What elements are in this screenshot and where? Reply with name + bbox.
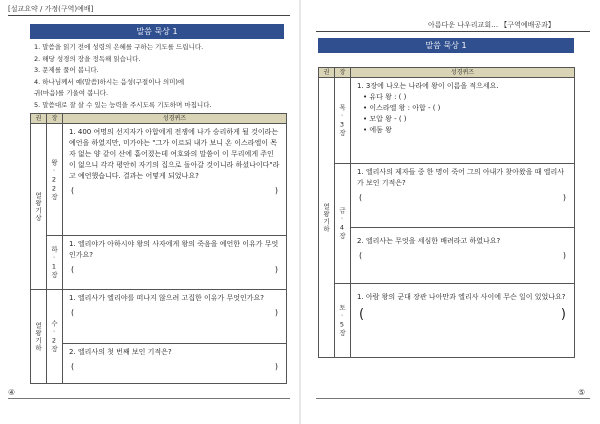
intro-line-2: 2. 해당 성경의 장을 정독해 읽습니다. [34,54,141,63]
intro-line-1: 1. 말씀을 읽기 전에 성령의 은혜를 구하는 기도를 드립니다. [34,43,204,51]
right-page-title: 말씀 묵상 1 [318,38,574,53]
answer-field[interactable]: ( ) [71,362,278,371]
left-quiz-table [30,113,287,384]
question-cell [63,290,287,344]
chapter-cell [47,124,63,236]
col-header-jang: 장 [47,114,63,124]
chapter-cell [47,290,63,384]
intro-line-5: 귀(마음)를 기울여 봅니다. [34,89,109,97]
intro-line-4: 4. 하나님께서 예(말씀)하시는 음성(구절이나 의미)에 [34,77,185,86]
answer-item: • 에돔 왕 [363,126,392,134]
col-header-quiz: 성경퀴즈 [63,114,287,124]
answer-field[interactable]: ( ) [359,193,566,202]
answer-field[interactable]: ( ) [71,186,278,195]
question-cell [63,236,287,290]
chapter-cell [47,236,63,290]
chapter-label: 금·4장 [338,207,346,240]
left-footer-rule [8,398,290,399]
answer-field[interactable]: ( ) [71,265,278,274]
answer-item: • 이스라엘 왕 : 아합 - ( ) [363,104,441,112]
chapter-cell [335,78,351,164]
chapter-cell [335,284,351,358]
book-cell [319,78,335,358]
question-cell [351,284,575,358]
book-label: 열왕기하 [322,202,330,233]
question-text: 1. 아람 왕의 군대 장관 나아만과 엘리사 사이에 무슨 일이 있었나요? [357,293,566,301]
right-header-rule [316,31,590,32]
intro-line-3: 3. 문제를 풀어 봅니다. [34,66,99,74]
col-header-jang: 장 [335,68,351,78]
chapter-label: 수·2장 [50,320,58,353]
left-page-header: [설교요약 / 가정(구역)예배] [8,5,94,13]
question-text: 2. 엘리사의 첫 번째 보인 기적은? [69,348,172,356]
question-cell [63,344,287,384]
book-cell-1 [31,124,47,290]
left-page-number: ④ [8,388,16,397]
page-fold [299,0,301,424]
answer-list[interactable] [351,92,574,136]
question-text: 1. 3장에 나오는 나라에 왕이 이름을 적으세요. [357,82,499,90]
question-cell [351,164,575,228]
right-footer-rule [316,398,590,399]
question-cell [351,228,575,284]
right-page-number: ⑤ [578,388,586,397]
question-text: 1. 엘리사가 엘리야를 떠나지 않으려 고집한 이유가 무엇인가요? [69,294,265,302]
chapter-label: 하·1장 [50,246,58,279]
answer-item: • 유다 왕 : ( ) [363,93,407,101]
question-cell [63,124,287,236]
intro-line-6: 5. 말씀대로 잘 살 수 있는 능력을 주시도록 기도하며 마칩니다. [34,100,212,109]
book-label: 열왕기하 [34,321,42,352]
chapter-label: 목·3장 [338,104,346,137]
question-text: 1. 엘리사의 제자들 중 한 명이 죽어 그의 아내가 찾아왔을 때 엘리사가 보인 기적은? [357,168,564,187]
left-intro-instructions [34,42,286,111]
left-header-rule [8,15,290,16]
right-page-header: 아름다운 나우리교회… 【구역예배공과】 [428,21,555,29]
answer-field[interactable]: ( ) [359,251,566,260]
chapter-cell [335,164,351,284]
answer-field[interactable]: ( ) [359,307,566,322]
question-text: 1. 엘리야가 아하시야 왕의 사자에게 왕의 죽음을 예언한 이유가 무엇인가요? [69,240,279,259]
answer-item: • 모압 왕 - ( ) [363,115,407,123]
right-quiz-table [318,67,575,358]
col-header-gwan: 권 [319,68,335,78]
left-page-title: 말씀 묵상 1 [30,24,284,39]
question-cell [351,78,575,164]
question-text: 1. 400 여명의 선지자가 아합에게 전쟁에 나가 승리하게 될 것이라는 예언을 하였지만, 미가야는 "그가 이르되 내가 보니 온 이스라엘이 목자 없는 양 같이 산에 흩어졌는데 여호와의 말씀이 이 무리에게 주인이 없으니 각각 평안히 자기의 집으로 돌아갈 것이니라 하셨나이다"라고 예언했습니다. 결과는 어떻게 되었나요? [69,128,280,180]
chapter-label: 왕·22장 [50,158,58,201]
col-header-gwan: 권 [31,114,47,124]
chapter-label: 토·5장 [338,304,346,337]
book-label: 열왕기상 [34,191,42,222]
col-header-quiz: 성경퀴즈 [351,68,575,78]
book-cell-2 [31,290,47,384]
answer-field[interactable]: ( ) [71,308,278,317]
question-text: 2. 엘리사는 무엇을 세심한 배려라고 하였나요? [357,237,501,245]
